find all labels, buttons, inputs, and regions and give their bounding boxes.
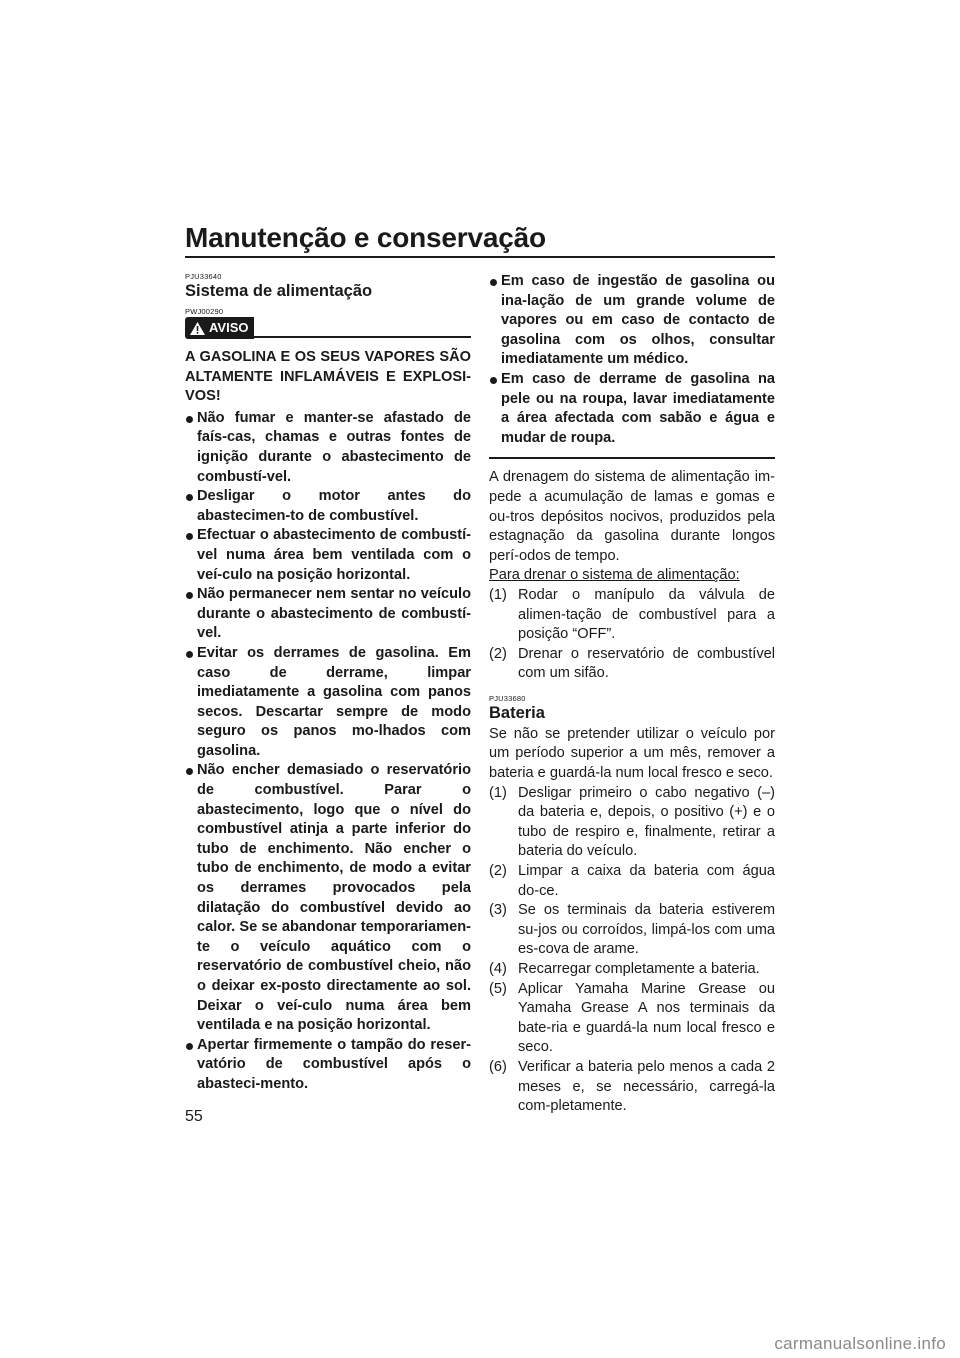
page-number: 55 — [185, 1108, 203, 1125]
warning-bullet: Em caso de derrame de gasolina na pele ou na roupa, lavar imediatamente a área afectada com sabão e água e mudar de roupa. — [489, 370, 775, 448]
step-number: (1) — [489, 784, 507, 801]
battery-body-text: Se não se pretender utilizar o veículo por um período superior a um mês, remover a bateria e guardá-la num local fresco e seco. — [489, 725, 775, 782]
step-item — [489, 586, 775, 645]
section-code: PJU33680 — [489, 693, 526, 703]
battery-steps — [489, 784, 775, 1117]
step-item — [489, 960, 775, 980]
warning-badge — [185, 317, 254, 339]
step-text: Verificar a bateria pelo menos a cada 2 meses e, se necessário, carregá-la com-pletamente. — [518, 1058, 775, 1115]
step-number: (1) — [489, 586, 507, 603]
warning-block-continued — [489, 272, 775, 448]
footer-watermark: carmanualsonline.info — [774, 1334, 946, 1353]
warning-label: AVISO — [209, 320, 249, 336]
warning-bullet: Não permanecer nem sentar no veículo durante o abastecimento de combustí-vel. — [185, 585, 471, 644]
warning-bullet: Em caso de ingestão de gasolina ou ina-lação de um grande volume de vapores ou em caso de contacto de gasolina com os olhos, consultar imediatamente um médico. — [489, 272, 775, 370]
step-item — [489, 1058, 775, 1117]
step-item — [489, 645, 775, 684]
section-heading-battery: Bateria — [489, 703, 545, 722]
warning-bullet: Desligar o motor antes do abastecimen-to de combustível. — [185, 487, 471, 526]
section-code: PJU33640 — [185, 272, 222, 281]
title-rule — [185, 256, 775, 258]
drain-subheading: Para drenar o sistema de alimentação: — [489, 567, 740, 584]
step-item — [489, 862, 775, 901]
warning-rule — [254, 336, 472, 338]
warning-intro: A GASOLINA E OS SEUS VAPORES SÃO ALTAMENTE INFLAMÁVEIS E EXPLOSI-VOS! — [185, 349, 471, 405]
warning-triangle-icon — [189, 321, 206, 336]
step-text: Se os terminais da bateria estiverem su-jos ou corroídos, limpá-los com uma es-cova de arame. — [518, 902, 775, 958]
step-text: Limpar a caixa da bateria com água do-ce. — [518, 863, 775, 899]
section-heading-fuel: Sistema de alimentação — [185, 282, 373, 300]
warning-bullet: Não encher demasiado o reservatório de combustível. Parar o abastecimento, logo que o nível do combustível atinja a parte inferior do tubo de enchimento. Não encher o tubo de enchimento, de modo a evitar os derrames provocados pela dilatação do combustível devido ao calor. Se se abandonar temporariamen-te o veículo aquático com o reservatório de combustível cheio, não o deixar ex-posto directamente ao sol. Deixar o veí-culo numa área bem ventilada e na posição horizontal. — [185, 761, 471, 1035]
step-number: (2) — [489, 645, 507, 662]
step-number: (4) — [489, 961, 507, 977]
step-number: (2) — [489, 863, 507, 880]
warning-block — [185, 348, 471, 1095]
warning-bullet: Apertar firmemente o tampão do reser-vatório de combustível após o abasteci-mento. — [185, 1036, 471, 1095]
right-column — [489, 272, 775, 1117]
step-text: Aplicar Yamaha Marine Grease ou Yamaha Grease A nos terminais da bate-ria e guardá-la num local fresco e seco. — [518, 980, 775, 1056]
warning-bullet: Evitar os derrames de gasolina. Em caso de derrame, limpar imediatamente a gasolina com panos secos. Descartar sempre de modo seguro os panos mo-lhados com gasolina. — [185, 644, 471, 762]
warning-header — [185, 317, 471, 339]
step-number: (6) — [489, 1058, 507, 1075]
step-text: Drenar o reservatório de combustível com um sifão. — [518, 645, 775, 682]
warning-bullet: Não fumar e manter-se afastado de faís-cas, chamas e outras fontes de ignição durante o abastecimento de combustí-vel. — [185, 409, 471, 487]
step-item — [489, 784, 775, 862]
step-text: Rodar o manípulo da válvula de alimen-tação de combustível para a posição “OFF”. — [518, 586, 775, 643]
warning-bullets — [185, 409, 471, 1095]
step-item — [489, 980, 775, 1058]
step-number: (3) — [489, 902, 507, 919]
left-column — [185, 272, 471, 1095]
step-item — [489, 901, 775, 960]
step-text: Desligar primeiro o cabo negativo (–) da bateria e, depois, o positivo (+) e o tubo de respiro e, finalmente, retirar a bateria do veículo. — [518, 784, 775, 860]
warning-bullet: Efectuar o abastecimento de combustí-vel numa área bem ventilada com o veí-culo na posição horizontal. — [185, 526, 471, 585]
drain-steps — [489, 586, 775, 684]
warning-code: PWJ00290 — [185, 307, 224, 316]
step-text: Recarregar completamente a bateria. — [518, 961, 760, 977]
warning-bullets-continued — [489, 272, 775, 448]
step-number: (5) — [489, 980, 507, 997]
warning-end-rule — [489, 457, 775, 459]
fuel-body-text: A drenagem do sistema de alimentação im-pede a acumulação de lamas e gomas e ou-tros depósitos nocivos, produzidos pela estagnação da gasolina durante longos perí-odos de tempo. — [489, 469, 775, 564]
page-title: Manutenção e conservação — [185, 222, 546, 253]
